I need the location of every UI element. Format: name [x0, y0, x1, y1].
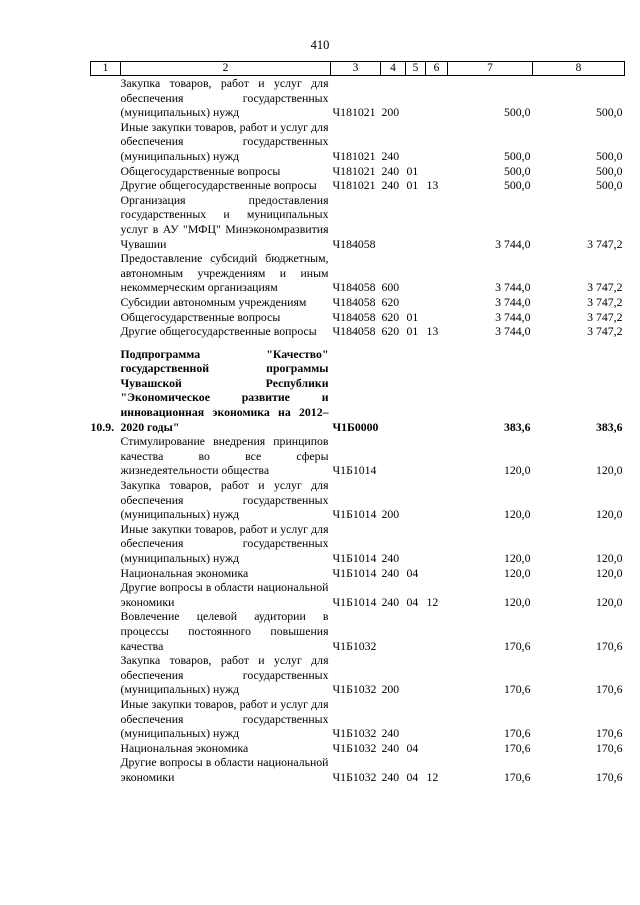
- row-amount-year-1: 3 744,0: [495, 236, 531, 251]
- row-expense-type: [381, 609, 406, 653]
- row-target-code: Ч1Б1032: [332, 740, 377, 755]
- row-description: Другие вопросы в области национальной экономики: [120, 580, 329, 609]
- row-amount-year-2: 170,6: [595, 726, 623, 741]
- row-subsection: [426, 741, 448, 756]
- table-row: [91, 434, 625, 478]
- row-expense-type: 240: [381, 740, 400, 755]
- row-amount-year-2: 500,0: [595, 163, 623, 178]
- row-index: [91, 522, 121, 566]
- table-row: [91, 251, 625, 295]
- row-index: [91, 310, 121, 325]
- row-amount-year-1: 120,0: [503, 565, 531, 580]
- row-description: Иные закупки товаров, работ и услуг для обеспечения государственных (муниципальных) нужд: [120, 521, 329, 565]
- row-amount-year-1: 170,6: [503, 726, 531, 741]
- row-section: 04: [406, 740, 419, 755]
- row-expense-type: [381, 193, 406, 251]
- row-amount-year-2: 170,6: [595, 682, 623, 697]
- row-amount-year-2: 170,6: [595, 769, 623, 784]
- row-expense-type: 240: [381, 726, 400, 741]
- row-section: [406, 478, 426, 522]
- page-number: 410: [310, 38, 330, 52]
- row-index: [91, 755, 121, 784]
- row-target-code: Ч184058: [332, 324, 376, 339]
- row-description: Субсидии автономным учреждениям: [120, 294, 307, 309]
- row-index: [91, 609, 121, 653]
- row-amount-year-2: 383,6: [595, 419, 623, 434]
- row-index: [91, 295, 121, 310]
- row-section: [406, 697, 426, 741]
- table-row: [91, 609, 625, 653]
- row-index: [91, 178, 121, 193]
- row-amount-year-2: 500,0: [595, 178, 623, 193]
- row-description: Другие общегосударственные вопросы: [120, 324, 317, 339]
- table-row: [91, 653, 625, 697]
- row-section: 01: [406, 309, 419, 324]
- row-amount-year-1: 120,0: [503, 594, 531, 609]
- row-amount-year-1: 500,0: [503, 178, 531, 193]
- row-description: Национальная экономика: [120, 740, 249, 755]
- row-amount-year-1: 3 744,0: [495, 280, 531, 295]
- row-amount-year-2: 500,0: [595, 148, 623, 163]
- row-target-code: Ч1Б1014: [332, 551, 377, 565]
- header-col-1: 1: [91, 62, 121, 76]
- row-expense-type: 620: [381, 309, 400, 324]
- row-amount-year-2: 3 747,2: [587, 309, 623, 324]
- row-target-code: Ч184058: [332, 294, 376, 309]
- row-target-code: Ч1Б1032: [332, 726, 377, 741]
- row-target-code: Ч181021: [332, 163, 376, 178]
- row-subsection: [426, 164, 448, 179]
- row-section: [406, 295, 426, 310]
- row-amount-year-2: 170,6: [595, 638, 623, 653]
- table-row: [91, 193, 625, 251]
- row-expense-type: 200: [381, 105, 400, 120]
- row-subsection: [426, 434, 448, 478]
- row-description: Иные закупки товаров, работ и услуг для обеспечения государственных (муниципальных) нужд: [120, 696, 329, 741]
- row-section: 04: [406, 565, 419, 580]
- row-amount-year-2: 3 747,2: [587, 236, 623, 251]
- row-amount-year-1: 3 744,0: [495, 324, 531, 339]
- table-row: [91, 566, 625, 581]
- row-section: [406, 434, 426, 478]
- row-expense-type: 600: [381, 280, 400, 295]
- row-expense-type: 200: [381, 507, 400, 522]
- table-row: [91, 178, 625, 193]
- row-subsection: 12: [426, 594, 439, 609]
- row-section: [406, 347, 426, 435]
- row-description: Предоставление субсидий бюджетным, автономным учреждениям и иным некоммерческим организациям: [120, 251, 329, 295]
- row-subsection: [426, 310, 448, 325]
- row-amount-year-1: 170,6: [503, 682, 531, 697]
- table-header-row: [91, 62, 625, 76]
- row-description: Национальная экономика: [120, 565, 249, 580]
- row-amount-year-1: 170,6: [503, 740, 531, 755]
- row-subsection: [426, 566, 448, 581]
- row-expense-type: 200: [381, 682, 400, 697]
- row-target-code: Ч1Б1014: [332, 507, 377, 522]
- row-amount-year-1: 3 744,0: [495, 309, 531, 324]
- row-index: [91, 478, 121, 522]
- row-description: Общегосударственные вопросы: [120, 163, 281, 178]
- row-index: [91, 193, 121, 251]
- row-expense-type: 240: [381, 178, 400, 193]
- row-index: [91, 324, 121, 339]
- row-amount-year-2: 120,0: [595, 507, 623, 522]
- row-target-code: Ч184058: [332, 309, 376, 324]
- row-amount-year-1: 170,6: [503, 638, 531, 653]
- row-subsection: [426, 478, 448, 522]
- row-amount-year-2: 3 747,2: [587, 280, 623, 295]
- header-col-3: 3: [331, 62, 381, 76]
- row-amount-year-1: 500,0: [503, 148, 531, 163]
- row-amount-year-1: 170,6: [503, 769, 531, 784]
- table-row: [91, 164, 625, 179]
- row-section: [406, 251, 426, 295]
- row-amount-year-2: 170,6: [595, 740, 623, 755]
- row-subsection: [426, 609, 448, 653]
- table-row: [91, 120, 625, 164]
- row-expense-type: 240: [381, 148, 400, 163]
- table-row: [91, 580, 625, 609]
- row-target-code: Ч1Б1014: [332, 565, 377, 580]
- row-description: Организация предоставления государственных и муниципальных услуг в АУ "МФЦ" Минэкономразвития Чувашии: [120, 192, 329, 251]
- row-description: Вовлечение целевой аудитории в процессы постоянного повышения качества: [120, 609, 329, 653]
- row-amount-year-1: 3 744,0: [495, 294, 531, 309]
- header-col-6: 6: [426, 62, 448, 76]
- table-row: [91, 755, 625, 784]
- row-section: 01: [406, 163, 419, 178]
- header-col-4: 4: [381, 62, 406, 76]
- table-row: [91, 295, 625, 310]
- row-subsection: [426, 76, 448, 120]
- header-col-5: 5: [406, 62, 426, 76]
- row-amount-year-2: 120,0: [595, 594, 623, 609]
- row-expense-type: 240: [381, 163, 400, 178]
- row-amount-year-1: 120,0: [503, 463, 531, 478]
- table-row: [91, 347, 625, 435]
- row-expense-type: 620: [381, 294, 400, 309]
- table-row: [91, 522, 625, 566]
- row-section: [406, 653, 426, 697]
- header-col-7: 7: [448, 62, 533, 76]
- row-subsection: 13: [426, 178, 439, 193]
- row-amount-year-1: 500,0: [503, 105, 531, 120]
- row-subsection: [426, 251, 448, 295]
- row-expense-type: 240: [381, 565, 400, 580]
- row-expense-type: 620: [381, 324, 400, 339]
- row-description: Стимулирование внедрения принципов качества во все сферы жизнедеятельности общества: [120, 434, 329, 478]
- row-section: [406, 609, 426, 653]
- header-col-2: 2: [121, 62, 331, 76]
- table-body: [91, 76, 625, 785]
- row-amount-year-1: 120,0: [503, 507, 531, 522]
- row-index: [91, 653, 121, 697]
- row-index: [91, 164, 121, 179]
- table-row: [91, 76, 625, 120]
- row-target-code: Ч1Б1014: [332, 594, 377, 609]
- row-target-code: Ч184058: [332, 280, 376, 295]
- row-description: Закупка товаров, работ и услуг для обеспечения государственных (муниципальных) нужд: [120, 478, 329, 522]
- spacer-row: [91, 339, 625, 347]
- row-expense-type: [381, 434, 406, 478]
- row-index: [91, 434, 121, 478]
- row-expense-type: [381, 347, 406, 435]
- row-subsection: [426, 295, 448, 310]
- row-target-code: Ч184058: [332, 236, 376, 251]
- row-description: Другие общегосударственные вопросы: [120, 178, 317, 193]
- row-subsection: [426, 697, 448, 741]
- table-row: [91, 310, 625, 325]
- row-subsection: 13: [426, 324, 439, 339]
- row-expense-type: 240: [381, 594, 400, 609]
- budget-table: [90, 61, 625, 785]
- row-amount-year-1: 120,0: [503, 551, 531, 565]
- row-section: 01: [406, 324, 419, 339]
- row-section: [406, 522, 426, 566]
- row-target-code: Ч1Б1014: [332, 463, 377, 478]
- row-section: [406, 76, 426, 120]
- row-index: [91, 120, 121, 164]
- row-description: Общегосударственные вопросы: [120, 309, 281, 324]
- row-subsection: [426, 193, 448, 251]
- row-index: [91, 566, 121, 581]
- row-amount-year-2: 120,0: [595, 565, 623, 580]
- row-index: 10.9.: [90, 419, 115, 434]
- row-section: 01: [406, 178, 419, 193]
- row-subsection: 12: [426, 769, 439, 784]
- row-description: Подпрограмма "Качество" государственной программы Чувашской Республики "Экономическое развитие и инновационная экономика на 2012–2020 годы": [120, 346, 329, 434]
- row-description: Другие вопросы в области национальной экономики: [120, 755, 329, 784]
- row-target-code: Ч1Б1032: [332, 638, 377, 653]
- row-subsection: [426, 522, 448, 566]
- row-amount-year-2: 3 747,2: [587, 324, 623, 339]
- row-amount-year-2: 500,0: [595, 105, 623, 120]
- row-section: 04: [406, 769, 419, 784]
- row-amount-year-2: 120,0: [595, 463, 623, 478]
- spacer-cell: [91, 339, 625, 347]
- row-subsection: [426, 120, 448, 164]
- table-row: [91, 741, 625, 756]
- row-section: [406, 120, 426, 164]
- table-row: [91, 697, 625, 741]
- row-subsection: [426, 347, 448, 435]
- row-target-code: Ч181021: [332, 178, 376, 193]
- row-index: [91, 251, 121, 295]
- table-row: [91, 324, 625, 339]
- row-section: 04: [406, 594, 419, 609]
- row-target-code: Ч1Б0000: [332, 419, 379, 434]
- row-index: [91, 741, 121, 756]
- row-section: [406, 193, 426, 251]
- row-amount-year-1: 383,6: [503, 419, 531, 434]
- row-amount-year-2: 120,0: [595, 551, 623, 565]
- row-expense-type: 240: [381, 551, 400, 565]
- row-amount-year-1: 500,0: [503, 163, 531, 178]
- row-expense-type: 240: [381, 769, 400, 784]
- row-description: Иные закупки товаров, работ и услуг для обеспечения государственных (муниципальных) нужд: [120, 119, 329, 163]
- table-row: [91, 478, 625, 522]
- row-target-code: Ч181021: [332, 148, 376, 163]
- row-index: [91, 76, 121, 120]
- row-amount-year-2: 3 747,2: [587, 294, 623, 309]
- row-subsection: [426, 653, 448, 697]
- row-description: Закупка товаров, работ и услуг для обеспечения государственных (муниципальных) нужд: [120, 76, 329, 120]
- row-target-code: Ч181021: [332, 105, 376, 120]
- row-target-code: Ч1Б1032: [332, 769, 377, 784]
- row-index: [91, 697, 121, 741]
- row-description: Закупка товаров, работ и услуг для обеспечения государственных (муниципальных) нужд: [120, 653, 329, 697]
- row-target-code: Ч1Б1032: [332, 682, 377, 697]
- header-col-8: 8: [533, 62, 625, 76]
- row-index: [91, 580, 121, 609]
